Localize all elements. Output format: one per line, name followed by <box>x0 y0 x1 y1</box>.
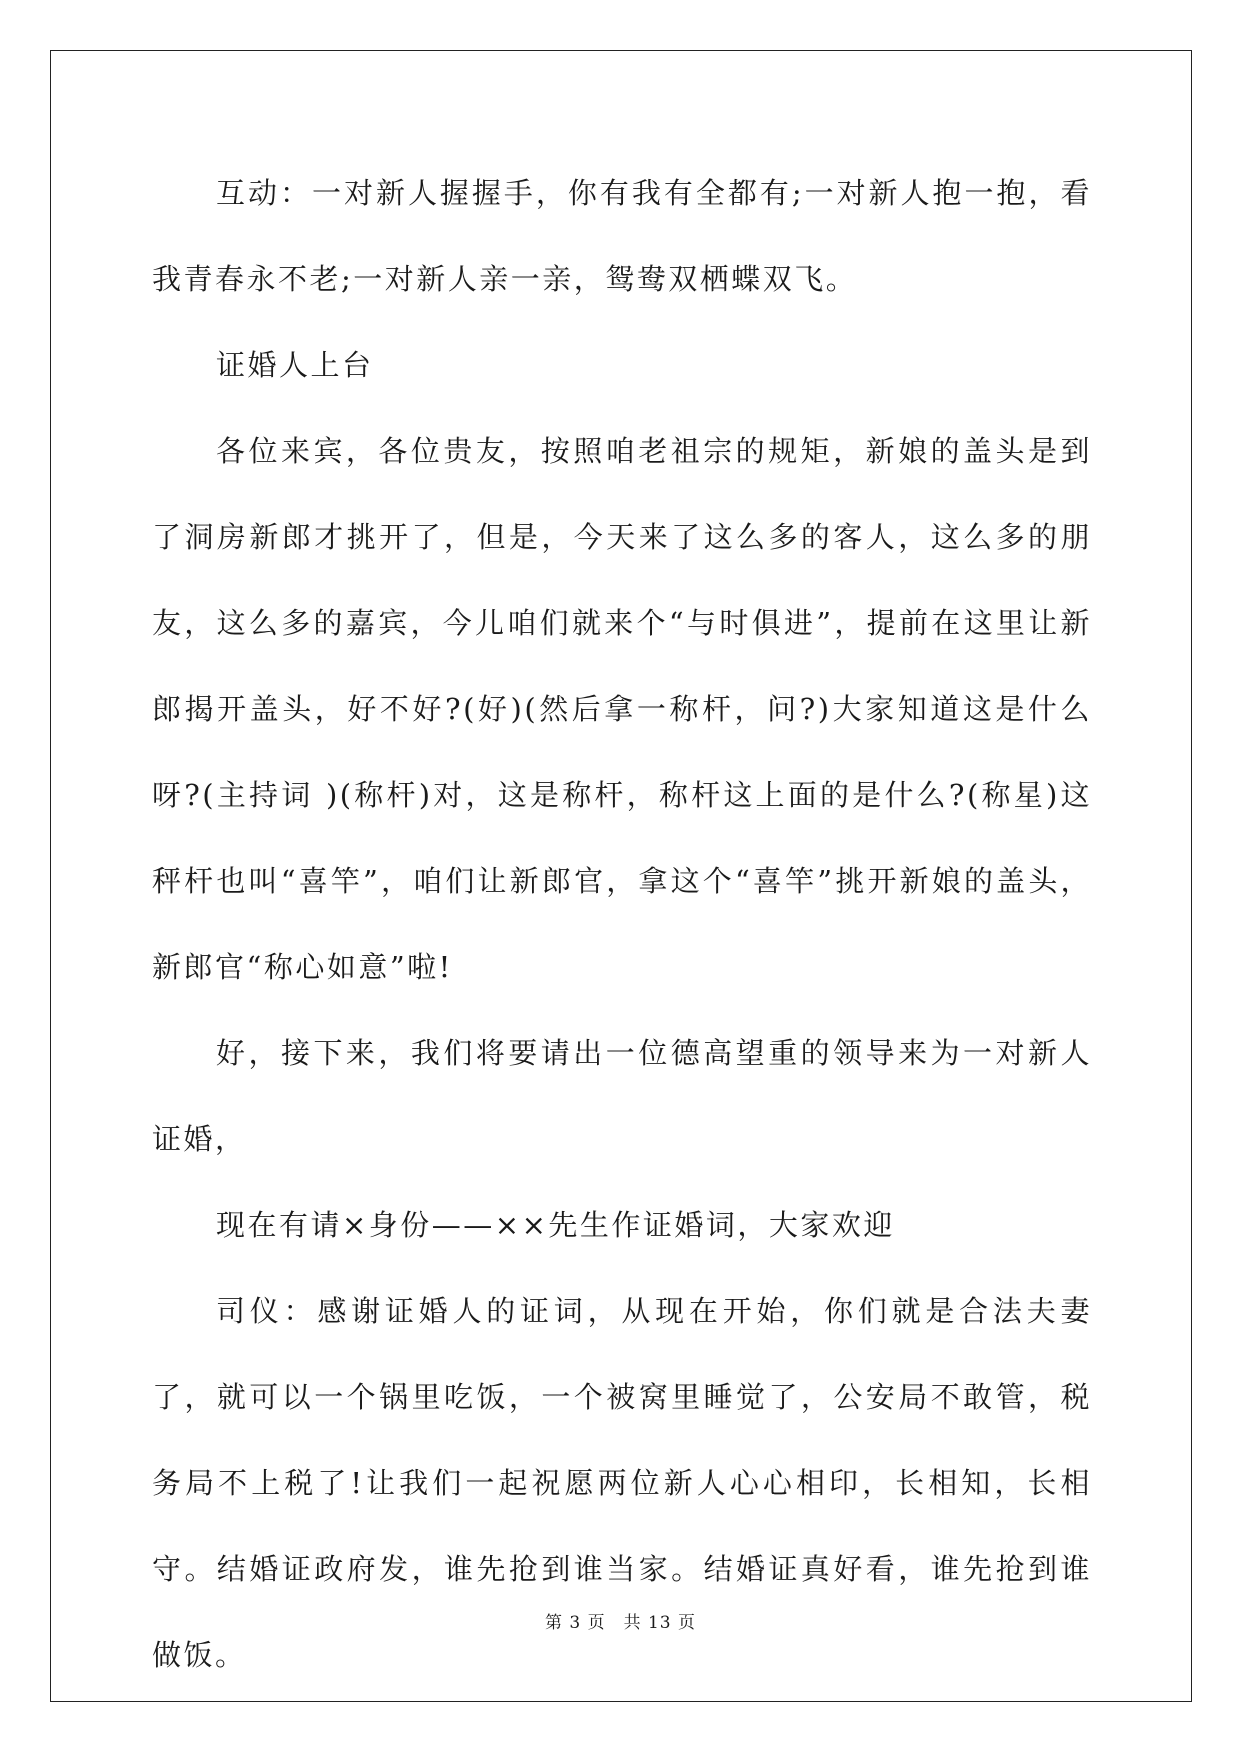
paragraph-witness-heading: 证婚人上台 <box>216 348 374 382</box>
paragraph-interaction: 互动：一对新人握握手，你有我有全都有;一对新人抱一抱，看我青春永不老;一对新人亲一亲，鸳鸯双栖蝶双飞。 <box>152 176 1092 296</box>
document-body <box>152 150 1092 1698</box>
page-number: 第 3 页 共 13 页 <box>544 1613 697 1633</box>
paragraph-emcee-closing: 司仪：感谢证婚人的证词，从现在开始，你们就是合法夫妻了，就可以一个锅里吃饭，一个被窝里睡觉了，公安局不敢管，税务局不上税了!让我们一起祝愿两位新人心心相印，长相知，长相守。结婚证政府发，谁先抢到谁当家。结婚证真好看，谁先抢到谁做饭。 <box>152 1294 1092 1672</box>
paragraph-invite-witness: 好，接下来，我们将要请出一位德高望重的领导来为一对新人证婚， <box>152 1036 1092 1156</box>
paragraph-witness-intro: 现在有请×身份——××先生作证婚词，大家欢迎 <box>216 1208 895 1242</box>
paragraph-veil-speech: 各位来宾，各位贵友，按照咱老祖宗的规矩，新娘的盖头是到了洞房新郎才挑开了，但是，今天来了这么多的客人，这么多的朋友，这么多的嘉宾，今儿咱们就来个“与时俱进”，提前在这里让新郎揭开盖头，好不好?(好)(然后拿一称杆，问?)大家知道这是什么呀?(主持词 )(称杆)对，这是称杆，称杆这上面的是什么?(称星)这秤杆也叫“喜竿”，咱们让新郎官，拿这个“喜竿”挑开新娘的盖头，新郎官“称心如意”啦! <box>152 434 1092 984</box>
